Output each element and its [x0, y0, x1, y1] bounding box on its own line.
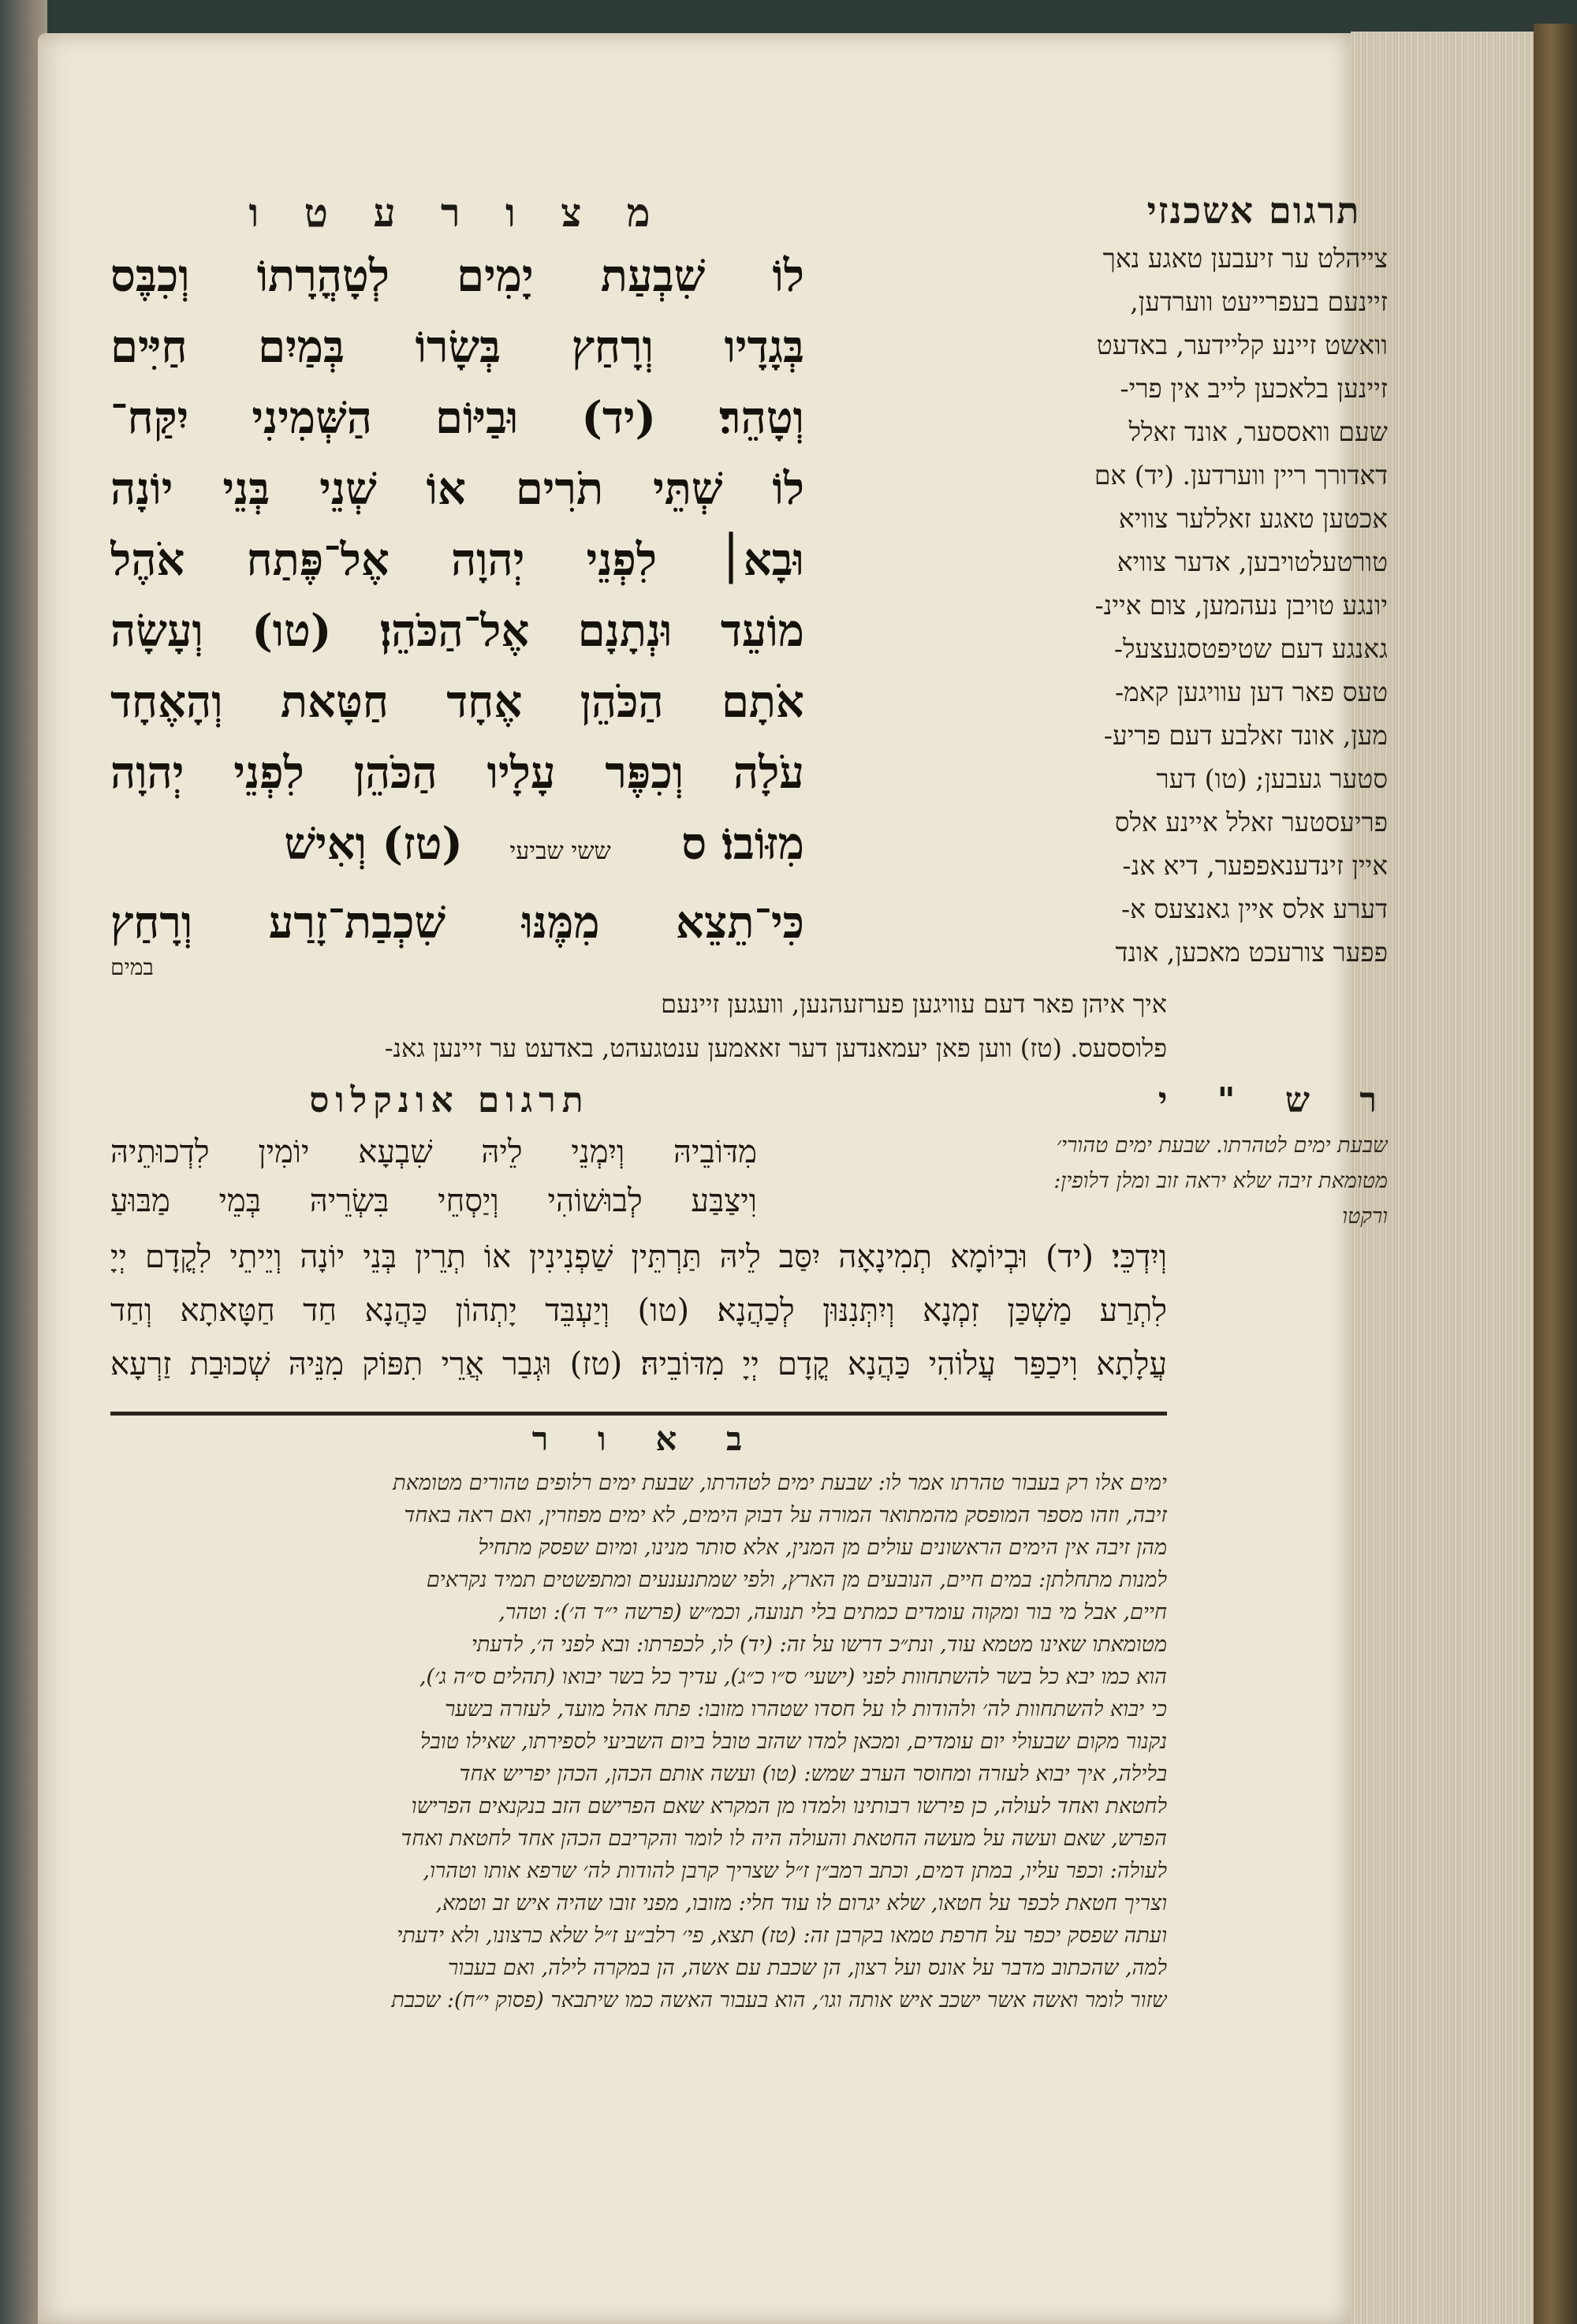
- onkelos-line: עֲלָתָא וִיכַפַּר עֲלוֹהִי כַּהֲנָא קֳדָם יְיָ מִדּוֹבֵיהּ׃ (טז) וּגְבַר אֲרֵי תִפּוֹק מִנֵּיהּ שְׁכוּבַת זַרְעָא: [110, 1346, 1167, 1382]
- biur-line: הוא כמו יבא כל בשר להשתחוות לפני (ישעי׳ ס״ו כ״ג), עדיך כל בשר יבואו (תהלים ס״ה ג׳),: [419, 1665, 1167, 1689]
- rashi-line: מטומאת זיבה שלא יראה זוב ומלן דלופין:: [1053, 1169, 1388, 1193]
- biur-line: ימים אלו רק בעבור טהרתו אמר לו: שבעת ימים לטהרתו, שבעת ימים רלופים טהורים מטומאת: [393, 1471, 1167, 1495]
- yiddish-line: שעם וואססער, אונד זאלל: [1128, 416, 1388, 447]
- hebrew-verse-line: מוֹעֵד וּנְתָנָם אֶל־הַכֹּהֵן׃ (טו) וְעָשָׂה: [110, 605, 804, 657]
- biur-line: ועתה שפסק יכפר על חרפת טמאו בקרבן זה: (טז) תצא, פי׳ רלב״ע ז״ל שלא כרצונו, ולא ידעתי: [397, 1923, 1167, 1948]
- hebrew-verse-end: מִזּוֹבוֹ׃ ס: [681, 818, 804, 870]
- hebrew-verse-line-with-tag: [110, 808, 804, 887]
- onkelos-line: לִתְרַע מַשְׁכַּן זִמְנָא וְיִתְּנִנּוּן לְכַהֲנָא׃ (טו) וְיַעְבֵּד יָתְהוֹן כַּהֲנָא חַד חַטָּאתָא וְחַד: [110, 1293, 1167, 1329]
- yiddish-line: יונגע טויבן נעהמען, צום איינ-: [1094, 590, 1388, 621]
- hebrew-verse-line: וּבָא׀ לִפְנֵי יְהוָה אֶל־פֶּתַח אֹהֶל: [110, 534, 804, 586]
- yiddish-line: פפער צורעכט מאכען, אונד: [1115, 937, 1388, 968]
- yiddish-line: טעס פאר דען עוויגען קאמ-: [1115, 677, 1388, 707]
- rashi-column: [1009, 1128, 1388, 1234]
- onkelos-line: וְיִדְכֵּי׃ (יד) וּבְיוֹמָא תְמִינָאָה יִסַּב לֵיהּ תַּרְתֵּין שַׁפְנִינִין אוֹ תְרֵין בְּנֵי יוֹנָה וְיֵיתֵי לִקֳדָם יְיָ: [110, 1239, 1167, 1275]
- hebrew-verse-line: לוֹ שִׁבְעַת יָמִים לְטָהֳרָתוֹ וְכִבֶּס: [110, 250, 804, 302]
- yiddish-line: דאדורך ריין ווערדען. (יד) אם: [1094, 460, 1388, 491]
- biur-line: הפרש, שאם ועשה על מעשה החטאת והעולה היה לו לומר והקריבם הכהן אחד לחטאת ואחד: [401, 1826, 1167, 1851]
- biur-line: כי יבוא להשתחוות לה׳ ולהודות לו על חסדו שטהרו מזובו: פתח אהל מועד, לעזרה בשער: [445, 1697, 1167, 1722]
- book-cover-edge: [1534, 24, 1577, 2324]
- onkelos-column: [110, 1128, 757, 1225]
- biur-line: נקנור מקום שבעולי יום עומדים, ומכאן למדו שהזב טובל ביום השביעי לספירתו, שאילו טובל: [420, 1729, 1167, 1754]
- biur-line: מהן זיבה אין הימים הראשונים עולים מן המנין, אלא סותר מנינו, ומיום שפסק מתחיל: [478, 1535, 1167, 1560]
- biur-column: [110, 1467, 1167, 2016]
- hebrew-verse-line: בְּגָדָיו וְרָחַץ בְּשָׂרוֹ בְּמַיִם חַיִּים: [110, 321, 804, 373]
- yiddish-line: סטער געבען; (טו) דער: [1156, 763, 1388, 794]
- verse-16-start: (טז) וְאִישׁ: [284, 818, 463, 870]
- yiddish-line: דערע אלס איין גאנצעס א-: [1120, 893, 1388, 924]
- biur-line: בלילה, איך יבוא לעזרה ומחוסר הערב שמש: (טו) ועשה אותם הכהן, הכהן יפריש אחד: [459, 1762, 1167, 1786]
- yiddish-line: זיינעם בעפרייעט ווערדען,: [1130, 286, 1388, 317]
- onkelos-line: מִדּוֹבֵיהּ וְיִמְנֵי לֵיהּ שִׁבְעָא יוֹמִין לִדְכוּתֵיהּ: [110, 1134, 757, 1170]
- biur-line: שזור לומר ואשה אשר ישכב איש אותה וגו׳, הוא בעבור האשה כמו שיתבאר (פסוק י״ח): שכבת: [391, 1988, 1167, 2013]
- aliyah-tag: ששי שביעי: [509, 837, 611, 865]
- section-divider: [110, 1412, 1167, 1416]
- header-targum-ashkenazi: תרגום אשכנזי: [1146, 189, 1361, 232]
- yiddish-line: זיינען בלאכען לייב אין פרי-: [1120, 373, 1388, 404]
- hebrew-verse-line: אֹתָם הַכֹּהֵן אֶחָד חַטָּאת וְהָאֶחָד: [110, 676, 804, 728]
- biur-line: חיים, אבל מי בור ומקוה עומדים כמתים בלי תנועה, וכמ״ש (פרשה י״ד ה׳): וטהר,: [498, 1600, 1167, 1625]
- yiddish-line: צייהלט ער זיעבען טאגע נאך: [1102, 243, 1388, 274]
- rashi-line: ורקטו: [1342, 1204, 1388, 1229]
- onkelos-full-width: [110, 1230, 1167, 1391]
- header-parsha-chapter: מ צ ו ר ע ט ו: [248, 189, 666, 236]
- biur-line: לעולה: וכפר עליו, במתן דמים, וכתב רמב״ן ז״ל שצריך קרבן להודות לה׳ שרפא אותו וטהרו,: [423, 1859, 1167, 1883]
- yiddish-line: פלוססעס. (טז) ווען פאן יעמאנדען דער זאאמען ענטגעהט, באדעט ער זיינען גאנ-: [384, 1033, 1167, 1063]
- hebrew-verse-line: לוֹ שְׁתֵּי תֹרִים אוֹ שְׁנֵי בְּנֵי יוֹנָה: [110, 463, 804, 515]
- yiddish-column: [1064, 237, 1388, 974]
- yiddish-line: פריעסטער זאלל איינע אלס: [1114, 807, 1388, 837]
- rashi-line: שבעת ימים לטהרתו. שבעת ימים טהורי׳: [1056, 1133, 1388, 1158]
- section-title-rashi: ר ש " י: [1158, 1080, 1396, 1121]
- biur-line: למה, שהכתוב מדבר על אונס ועל רצון, הן שכבת עם אשה, הן במקרה לילה, ואם בעבור: [447, 1956, 1167, 1980]
- onkelos-line: וִיצַבַּע לְבוּשׁוֹהִי וְיַסְחֵי בִּשְׂרֵיהּ בְּמֵי מַבּוּעַ: [110, 1183, 757, 1219]
- yiddish-line: איך איהן פאר דעם עוויגען פערזעהנען, וועגען זיינעם: [661, 989, 1167, 1019]
- biur-line: לחטאת ואחד לעולה, כן פירשו רבותינו ולמדו מן המקרא שאם הפרישם הזב בנקנאים הפרישו: [411, 1794, 1167, 1819]
- yiddish-line: גאנגע דעם שטיפטסגעצעל-: [1113, 633, 1388, 664]
- biur-line: זיבה, וזהו מספר המופסק מהמתואר המורה על דבוק הימים, לא ימים מפוזרין, ואם ראה באחד: [404, 1503, 1167, 1528]
- hebrew-verse-line: עֹלָה וְכִפֶּר עָלָיו הַכֹּהֵן לִפְנֵי יְהוָה: [110, 747, 804, 799]
- biur-line: למנות מתחלתן: במים חיים, הנובעים מן הארץ, ולפי שמתנענעים ומתפשטים תמיד נקראים: [426, 1568, 1167, 1592]
- biur-line: וצריך חטאת לכפר על חטאו, שלא יגרום לו עוד חלי: מזובו, מפני זובו שהיה איש זב וטמא,: [435, 1891, 1167, 1916]
- yiddish-line: טורטעלטויבען, אדער צוויא: [1117, 546, 1388, 577]
- yiddish-line: אכטען טאגע זאללער צוויא: [1118, 503, 1388, 534]
- hebrew-verse-line: וְטָהֵר׃ (יד) וּבַיּוֹם הַשְּׁמִינִי יִקַּח־: [110, 392, 804, 444]
- section-title-onkelos: תרגום אונקלוס: [309, 1080, 590, 1121]
- yiddish-line: איין זינדענאפפער, דיא אנ-: [1122, 850, 1388, 881]
- section-title-biur: ב א ו ר: [531, 1419, 762, 1458]
- biur-line: מטומאתו שאינו מטמא עוד, ונת״כ דרשו על זה: (יד) לו, לכפרתו: ובא לפני ה׳, לדעתי: [471, 1632, 1167, 1657]
- yiddish-line: וואשט זיינע קליידער, באדעט: [1096, 330, 1388, 360]
- hebrew-verse-line: כִּי־תֵצֵא מִמֶּנּוּ שִׁכְבַת־זָרַע וְרָחַץ: [110, 897, 804, 949]
- yiddish-line: מען, אונד זאלבע דעם פריע-: [1103, 720, 1388, 751]
- hebrew-main-text: [110, 241, 804, 958]
- yiddish-full-width: [110, 982, 1167, 1070]
- catchword: במים: [110, 954, 154, 980]
